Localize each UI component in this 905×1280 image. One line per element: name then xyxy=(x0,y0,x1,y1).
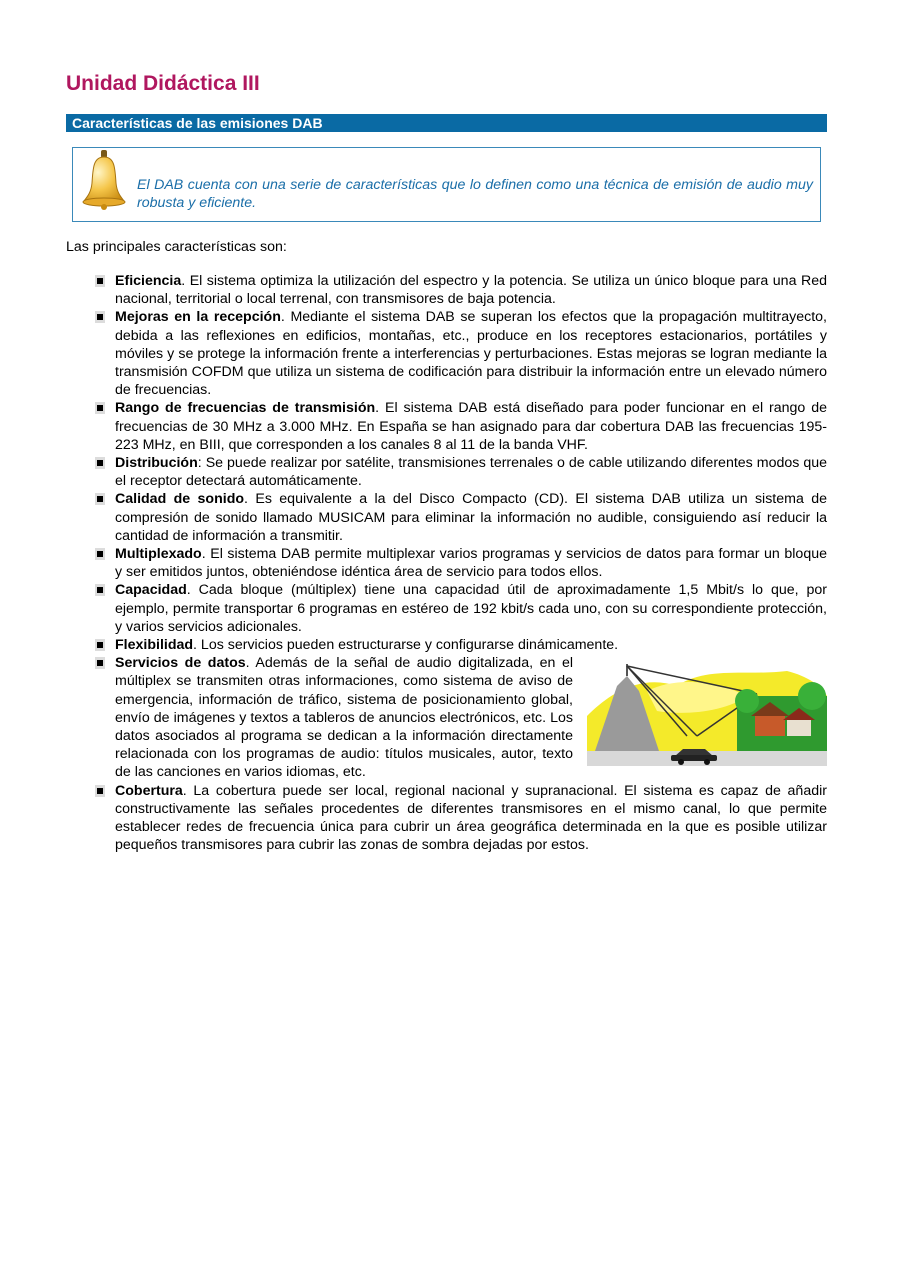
unit-title: Unidad Didáctica III xyxy=(66,72,260,95)
list-item xyxy=(66,399,827,454)
feature-term: Capacidad xyxy=(115,582,187,599)
bullet-icon xyxy=(95,584,105,596)
bullet-icon xyxy=(95,785,105,797)
feature-term: Eficiencia xyxy=(115,273,182,289)
feature-text: . Los servicios pueden estructurarse y configurarse dinámicamente. xyxy=(193,637,619,654)
bullet-icon xyxy=(95,402,105,414)
intro-text: Las principales características son: xyxy=(66,239,287,255)
bullet-icon xyxy=(95,639,105,651)
bullet-icon xyxy=(95,311,105,323)
list-item xyxy=(66,636,827,654)
feature-text: . Cada bloque (múltiplex) tiene una capacidad útil de aproximadamente 1,5 Mbit/s lo que, por ejemplo, permite transportar 6 programas en estéreo de 192 kbit/s cada uno, con su correspondiente protección, y varios servicios adicionales. xyxy=(115,582,827,635)
feature-text: . El sistema DAB está diseñado para poder funcionar en el rango de frecuencias de 30 MHz a 3.000 MHz. En España se han asignado para dar cobertura DAB las frecuencias 195-223 MHz, en BIII, que corresponden a los canales 8 al 11 de la banda VHF. xyxy=(115,400,827,453)
bell-icon xyxy=(81,149,127,211)
feature-text: . Mediante el sistema DAB se superan los efectos que la propagación multitrayecto, debida a las reflexiones en edificios, montañas, etc., produce en los receptores estacionarios, portátiles y móviles y se protege la información frente a interferencias y perturbaciones. Estas mejoras se logran mediante la transmisión COFDM que utiliza un sistema de codificación para distribuir la información entre un elevado número de frecuencias. xyxy=(115,309,827,399)
list-item xyxy=(66,308,827,399)
bullet-icon xyxy=(95,457,105,469)
list-item xyxy=(66,782,827,855)
feature-term: Multiplexado xyxy=(115,546,202,563)
feature-term: Cobertura xyxy=(115,782,183,799)
feature-text: . La cobertura puede ser local, regional nacional y supranacional. El sistema es capaz de añadir constructivamente las señales procedentes de diferentes transmisores en el mismo canal, lo que permite establecer redes de frecuencia única para cubrir un área geográfica determinada en la que es posible utilizar pequeños transmisores para cubrir las zonas de sombra dejadas por estos. xyxy=(115,782,827,854)
list-item xyxy=(66,272,827,308)
feature-term: Mejoras en la recepción xyxy=(115,309,281,326)
list-item xyxy=(66,490,827,545)
bullet-icon xyxy=(95,657,105,669)
bullet-icon xyxy=(95,548,105,560)
feature-term: Servicios de datos xyxy=(115,655,246,672)
feature-term: Rango de frecuencias de transmisión xyxy=(115,400,376,417)
feature-term: Flexibilidad xyxy=(115,637,194,654)
feature-text: . El sistema DAB permite multiplexar varios programas y servicios de datos para formar un bloque y ser emitidos juntos, obteniéndose idéntica área de servicio para todos ellos. xyxy=(115,546,827,581)
list-item xyxy=(66,581,827,636)
section-title-bar: Características de las emisiones DAB xyxy=(66,114,827,132)
feature-text: . Es equivalente a la del Disco Compacto (CD). El sistema DAB utiliza un sistema de compresión de sonido llamado MUSICAM para eliminar la información no audible, consiguiendo así reducir la cantidad de información a transmitir. xyxy=(115,491,827,544)
list-item xyxy=(66,654,827,781)
note-box xyxy=(72,147,821,222)
list-item xyxy=(66,454,827,490)
list-item xyxy=(66,545,827,581)
feature-text: . Además de la señal de audio digitalizada, en el múltiplex se transmiten otras informaciones, como sistema de aviso de emergencia, información de tráfico, sistema de posicionamiento global, envío de imágenes y textos a tableros de anuncios electrónicos, etc. Los datos asociados al programa se dedican a la información directamente relacionada con los programas de audio: títulos musicales, autor, texto de las canciones en varios idiomas, etc. xyxy=(115,655,573,781)
feature-text: . El sistema optimiza la utilización del espectro y la potencia. Se utiliza un único bloque para una Red nacional, territorial o local terrenal, con transmisores de baja potencia. xyxy=(115,273,827,308)
broadcast-illustration xyxy=(587,656,827,766)
feature-term: Distribución xyxy=(115,455,198,472)
features-list xyxy=(66,272,827,855)
bullet-icon xyxy=(95,275,105,287)
feature-term: Calidad de sonido xyxy=(115,491,245,508)
note-text: El DAB cuenta con una serie de características que lo definen como una técnica de emisión de audio muy robusta y eficiente. xyxy=(137,177,813,211)
bullet-icon xyxy=(95,493,105,505)
feature-text: : Se puede realizar por satélite, transmisiones terrenales o de cable utilizando diferentes modos que el receptor detectará automáticamente. xyxy=(115,455,827,490)
